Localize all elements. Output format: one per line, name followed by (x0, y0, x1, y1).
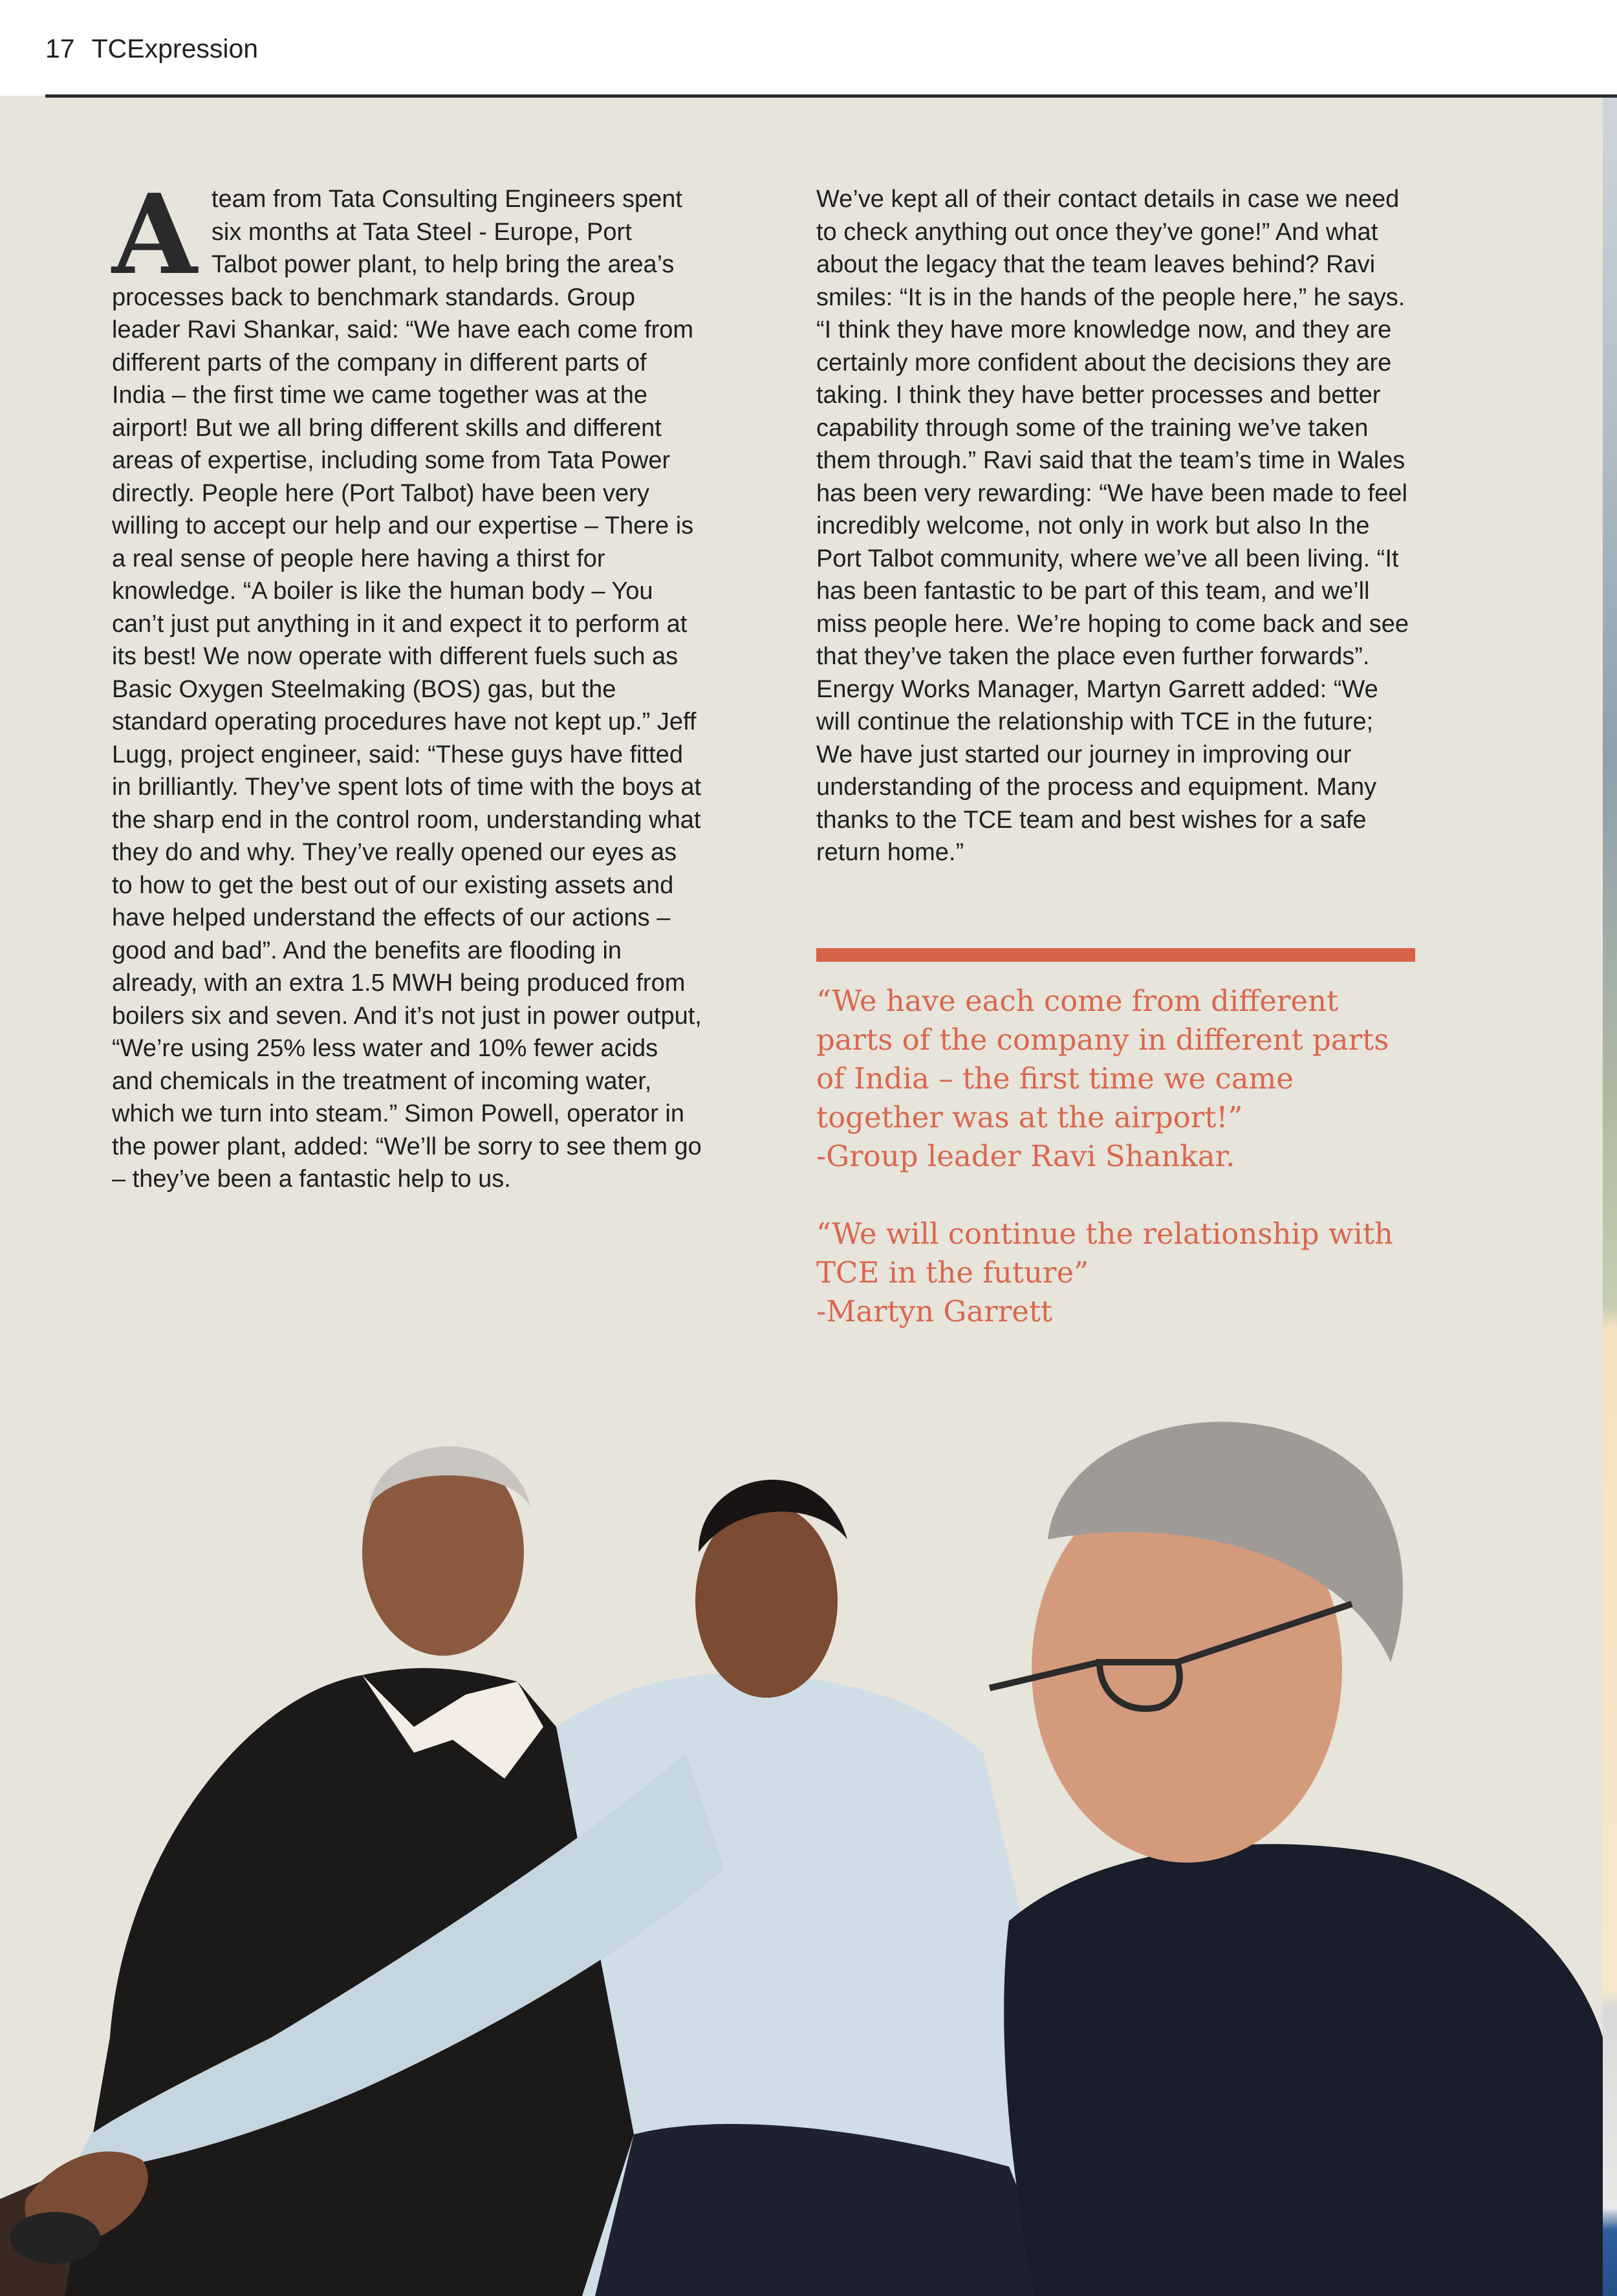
article-column-left (112, 170, 702, 1196)
pull-quote-ravi: “We have each come from different parts of the company in different parts of India – the first time we came together was at the airport!” -Group leader Ravi Shankar. (816, 984, 1389, 1173)
drop-cap: A (112, 170, 197, 299)
publication-title: TCExpression (91, 34, 259, 63)
article-column-right (816, 183, 1415, 869)
pull-quote-bar (816, 948, 1415, 962)
adjacent-page-edge (1603, 98, 1617, 2296)
pull-quote-martyn: “We will continue the relationship with TCE in the future” -Martyn Garrett (816, 1217, 1393, 1328)
team-photo (0, 1391, 1603, 2296)
person-right-body (1004, 1844, 1603, 2296)
left-column-text: team from Tata Consulting Engineers spent six months at Tata Steel - Europe, Port Talbot power plant, to help bring the area’s processes back to benchmark standards. Group leader Ravi Shankar, said: “We have each come from different parts of the company in different parts of India – the first time we came together was at the airport! But we all bring different skills and different areas of expertise, including some from Tata Power directly. People here (Port Talbot) have been very willing to accept our help and our expertise – There is a real sense of people here having a thirst for knowledge. “A boiler is like the human body – You can’t just put anything in it and expect it to perform at its best! We now operate with different fuels such as Basic Oxygen Steelmaking (BOS) gas, but the standard operating procedures have not kept up.” Jeff Lugg, project engineer, said: “These guys have fitted in brilliantly. They’ve spent lots of time with the boys at the sharp end in the control room, understanding what they do and why. They’ve really opened our eyes as to how to get the best out of our existing assets and have helped understand the effects of our actions – good and bad”. And the benefits are flooding in already, with an extra 1.5 MWH being produced from boilers six and seven. And it’s not just in power output, “We’re using 25% less water and 10% fewer acids and chemicals in the treatment of incoming water, which we turn into steam.” Simon Powell, operator in the power plant, added: “We’ll be sorry to see them go – they’ve been a fantastic help to us. (112, 186, 702, 1193)
header-rule (45, 94, 1617, 98)
page-header (45, 34, 258, 64)
pull-quotes (816, 982, 1437, 1331)
right-column-text: We’ve kept all of their contact details in case we need to check anything out once they’ve gone!” And what about the legacy that the team leaves behind? Ravi smiles: “It is in the hands of the people here,” he says. “I think they have more knowledge now, and they are certainly more confident about the decisions they are taking. I think they have better processes and better capability through some of the training we’ve taken them through.” Ravi said that the team’s time in Wales has been very rewarding: “We have been made to feel incredibly welcome, not only in work but also In the Port Talbot community, where we’ve all been living. “It has been fantastic to be part of this team, and we’ll miss people here. We’re hoping to come back and see that they’ve taken the place even further forwards”. Energy Works Manager, Martyn Garrett added: “We will continue the relationship with TCE in the future; We have just started our journey in improving our understanding of the process and equipment. Many thanks to the TCE team and best wishes for a safe return home.” (816, 186, 1409, 866)
mouse-icon (10, 2212, 100, 2264)
page-number: 17 (45, 34, 75, 63)
